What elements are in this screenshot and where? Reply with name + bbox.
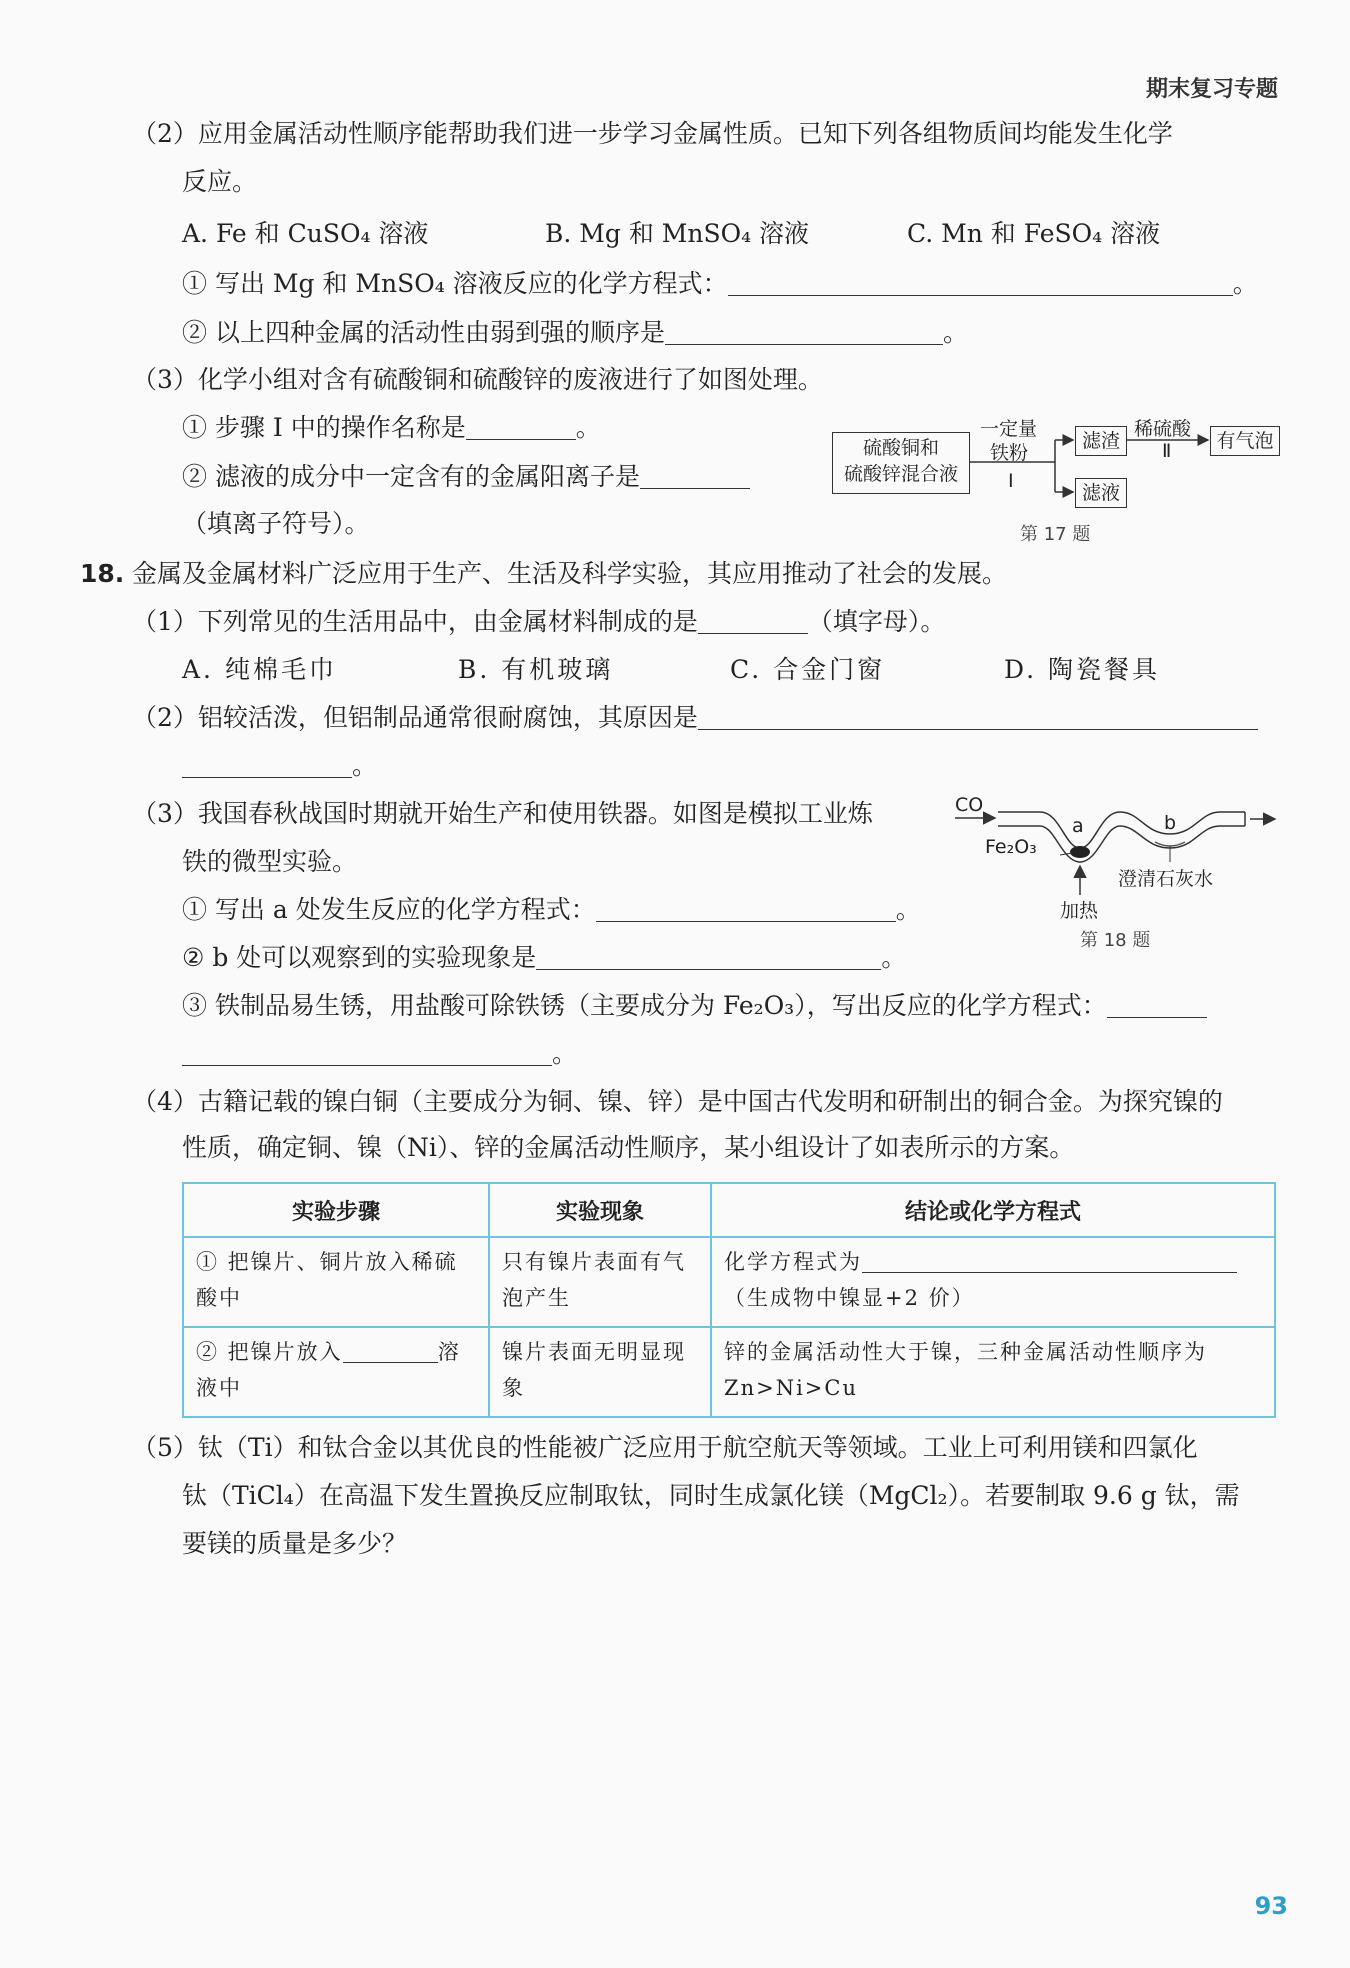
table-header-row <box>183 1183 1275 1237</box>
q17-p2-q1-text: ① 写出 Mg 和 MnSO₄ 溶液反应的化学方程式： <box>182 269 728 298</box>
q18-p5-line2: 钛（TiCl₄）在高温下发生置换反应制取钛，同时生成氯化镁（MgCl₂）。若要制取 9.6 g 钛，需 <box>182 1481 1240 1510</box>
q18-p3-line1: （3）我国春秋战国时期就开始生产和使用铁器。如图是模拟工业炼 <box>132 799 873 828</box>
q18-p2-text: （2）铝较活泼，但铝制品通常很耐腐蚀，其原因是 <box>132 703 698 732</box>
q18-option-a: A. 纯棉毛巾 <box>182 655 337 684</box>
table-cell: ① 把镍片、铜片放入稀硫酸中 <box>183 1237 489 1327</box>
step-text: ② 把镍片放入 <box>196 1340 343 1364</box>
period: 。 <box>352 751 378 780</box>
table-cell <box>183 1327 489 1417</box>
q18-p1-text: （1）下列常见的生活用品中，由金属材料制成的是 <box>132 607 698 636</box>
page-number: 93 <box>1254 1892 1288 1920</box>
iron-oxide-sample <box>1070 846 1090 858</box>
table-cell: 镍片表面无明显现象 <box>489 1327 711 1417</box>
table-row <box>183 1237 1275 1327</box>
table-cell: 锌的金属活动性大于镍，三种金属活动性顺序为 Zn>Ni>Cu <box>711 1327 1275 1417</box>
q17-option-a: A. Fe 和 CuSO₄ 溶液 <box>182 219 429 248</box>
fe2o3-label: Fe₂O₃ <box>985 836 1037 858</box>
q17-p3-q1-text: ① 步骤 Ⅰ 中的操作名称是 <box>182 413 466 442</box>
filtrate-box: 滤液 <box>1075 478 1127 508</box>
reagent-label-1: 一定量 <box>980 418 1038 440</box>
limewater-label: 澄清石灰水 <box>1118 868 1214 890</box>
period: 。 <box>575 413 601 442</box>
period: 。 <box>895 895 921 924</box>
bubbles-box: 有气泡 <box>1210 426 1280 456</box>
q17-p2-line1: （2）应用金属活动性顺序能帮助我们进一步学习金属性质。已知下列各组物质间均能发生化学 <box>132 119 1173 148</box>
q18-p1-tail: （填字母）。 <box>807 607 946 636</box>
q18-p5-line3: 要镁的质量是多少？ <box>182 1529 408 1558</box>
q18-p4-line1: （4）古籍记载的镍白铜（主要成分为铜、镍、锌）是中国古代发明和研制出的铜合金。为探究镍的 <box>132 1087 1223 1116</box>
point-a-label: a <box>1072 815 1084 837</box>
q17-p3-q2-tail: （填离子符号）。 <box>182 509 370 538</box>
box-label-line1: 硫酸铜和 <box>862 437 939 459</box>
reagent-label-2: 铁粉 <box>990 442 1029 464</box>
experiment-table <box>182 1182 1276 1418</box>
period: 。 <box>942 318 968 347</box>
q18-option-c: C. 合金门窗 <box>730 655 886 684</box>
column-header-phenomena: 实验现象 <box>489 1183 711 1237</box>
q17-p2-line2: 反应。 <box>182 167 258 196</box>
period: 。 <box>881 943 907 972</box>
question-18-number: 18. <box>80 559 125 588</box>
q17-option-b: B. Mg 和 MnSO₄ 溶液 <box>545 219 810 248</box>
q18-p4-line2: 性质，确定铜、镍（Ni）、锌的金属活动性顺序，某小组设计了如表所示的方案。 <box>182 1133 1075 1162</box>
figure-17-caption: 第 17 题 <box>1020 524 1091 545</box>
answer-blank[interactable] <box>182 1039 552 1066</box>
table-cell <box>711 1237 1275 1327</box>
q18-p3-q3-text: ③ 铁制品易生锈，用盐酸可除铁锈（主要成分为 Fe₂O₃），写出反应的化学方程式： <box>182 991 1107 1020</box>
heat-label: 加热 <box>1060 900 1099 922</box>
q18-intro: 金属及金属材料广泛应用于生产、生活及科学实验，其应用推动了社会的发展。 <box>132 559 1008 588</box>
q17-p3-q2-text: ② 滤液的成分中一定含有的金属阳离子是 <box>182 462 640 491</box>
answer-blank[interactable] <box>343 1336 438 1363</box>
step-2-label: Ⅱ <box>1162 440 1172 462</box>
q18-p3-q3-continuation <box>182 1036 577 1072</box>
q18-p5-line1: （5）钛（Ti）和钛合金以其优良的性能被广泛应用于航空航天等领域。工业上可利用镁和四氯化 <box>132 1433 1198 1462</box>
answer-blank[interactable] <box>862 1246 1237 1273</box>
step-1-label: Ⅰ <box>1008 470 1014 492</box>
step-text-tail: 溶液中 <box>196 1340 461 1400</box>
q17-p3-line1: （3）化学小组对含有硫酸铜和硫酸锌的废液进行了如图处理。 <box>132 365 823 394</box>
acid-label: 稀硫酸 <box>1134 418 1192 440</box>
residue-box: 滤渣 <box>1075 426 1127 456</box>
valence-note: （生成物中镍显+2 价） <box>724 1286 975 1310</box>
column-header-steps: 实验步骤 <box>183 1183 489 1237</box>
page-header: 期末复习专题 <box>1145 77 1278 102</box>
point-b-label: b <box>1164 812 1177 834</box>
co-label: CO <box>955 794 984 816</box>
q18-p3-q1-text: ① 写出 a 处发生反应的化学方程式： <box>182 895 596 924</box>
q18-p3-q2-text: ② b 处可以观察到的实验现象是 <box>182 943 537 972</box>
figure-18-caption: 第 18 题 <box>1080 930 1151 951</box>
q18-option-d: D. 陶瓷餐具 <box>1004 655 1161 684</box>
table-row <box>183 1327 1275 1417</box>
column-header-conclusion: 结论或化学方程式 <box>711 1183 1275 1237</box>
q18-option-b: B. 有机玻璃 <box>458 655 614 684</box>
equation-prompt: 化学方程式为 <box>724 1250 862 1274</box>
q18-p3-line2: 铁的微型实验。 <box>182 847 358 876</box>
box-label-line2: 硫酸锌混合液 <box>843 463 958 485</box>
table-cell: 只有镍片表面有气泡产生 <box>489 1237 711 1327</box>
q17-p2-q2-text: ② 以上四种金属的活动性由弱到强的顺序是 <box>182 318 665 347</box>
period: 。 <box>1232 269 1258 298</box>
q17-option-c: C. Mn 和 FeSO₄ 溶液 <box>907 219 1161 248</box>
period: 。 <box>552 1039 578 1068</box>
